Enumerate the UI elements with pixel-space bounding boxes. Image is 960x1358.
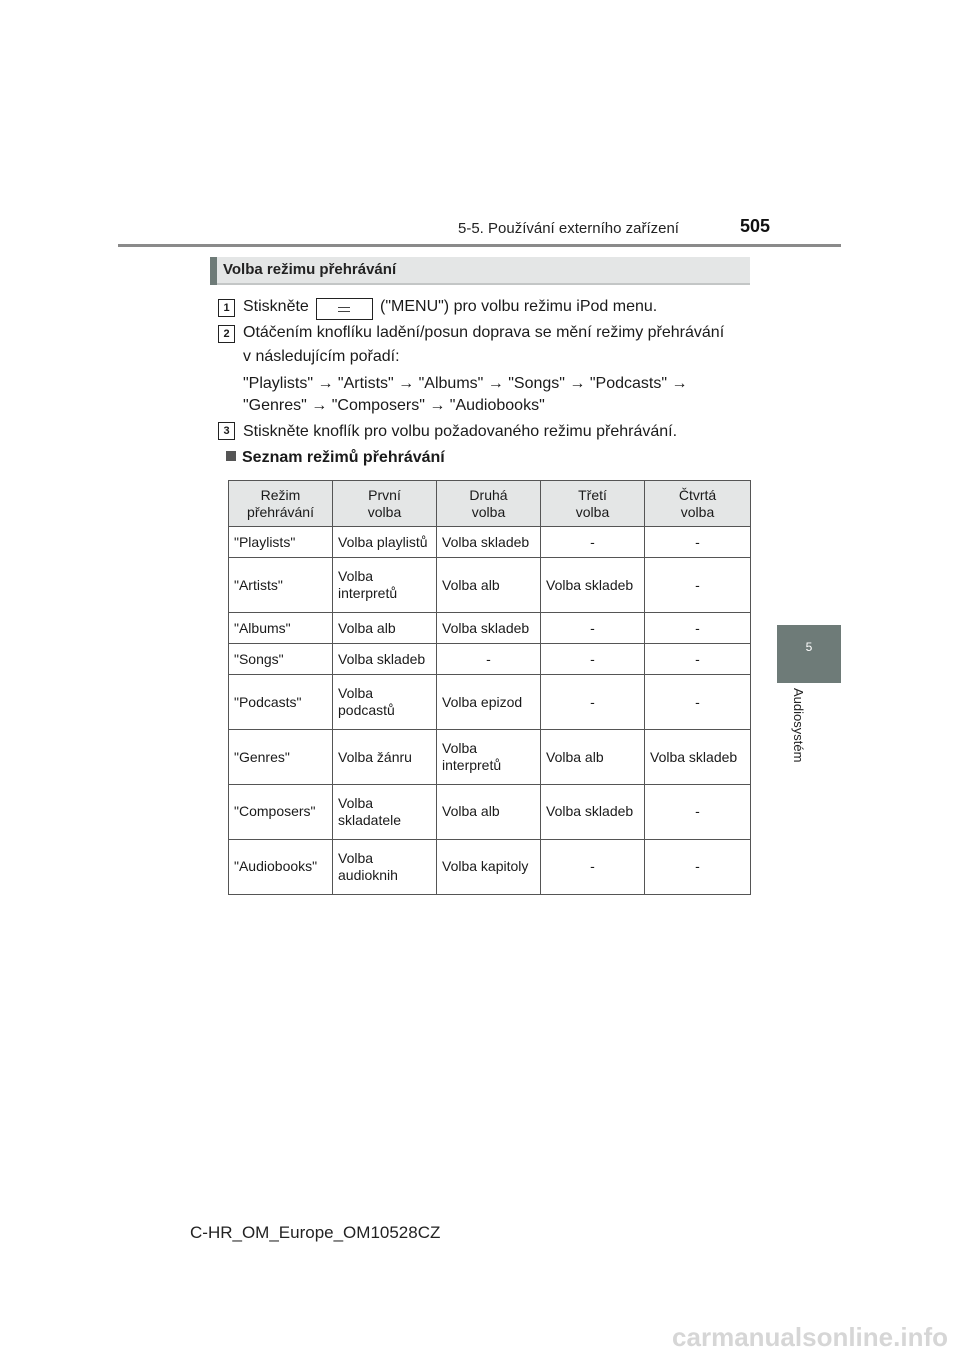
subheading-text: Seznam režimů přehrávání bbox=[242, 449, 445, 466]
step-number-2: 2 bbox=[218, 325, 235, 343]
bullet-square-icon bbox=[226, 451, 236, 461]
table-cell: "Podcasts" bbox=[229, 675, 333, 730]
step-2-sequence-line-1: "Playlists" → "Artists" → "Albums" → "Songs" → "Podcasts" → bbox=[243, 375, 688, 392]
step-1-text-before: Stiskněte bbox=[243, 298, 309, 315]
step-number-3: 3 bbox=[218, 422, 235, 440]
step-2-sequence-line-2: "Genres" → "Composers" → "Audiobooks" bbox=[243, 397, 545, 414]
table-cell: - bbox=[541, 527, 645, 558]
step-1-text-after: ("MENU") pro volbu režimu iPod menu. bbox=[380, 298, 658, 315]
table-row bbox=[229, 558, 751, 613]
header-rule bbox=[118, 244, 841, 247]
watermark[interactable]: carmanualsonline.info bbox=[672, 1322, 948, 1352]
table-cell: - bbox=[645, 527, 751, 558]
table-header-row bbox=[229, 481, 751, 527]
table-cell: - bbox=[645, 785, 751, 840]
step-2-line-1: Otáčením knoflíku ladění/posun doprava se mění režimy přehrávání bbox=[243, 324, 725, 341]
table-cell: "Composers" bbox=[229, 785, 333, 840]
table-cell: Volba skladeb bbox=[437, 527, 541, 558]
document-footer: C-HR_OM_Europe_OM10528CZ bbox=[190, 1223, 441, 1242]
menu-lines-icon bbox=[338, 307, 350, 312]
table-row bbox=[229, 613, 751, 644]
table-cell: - bbox=[541, 644, 645, 675]
table-cell: Volba alb bbox=[541, 730, 645, 785]
table-cell: "Genres" bbox=[229, 730, 333, 785]
table-cell: Volba epizod bbox=[437, 675, 541, 730]
table-cell: - bbox=[541, 675, 645, 730]
table-cell: - bbox=[541, 839, 645, 894]
table-cell: Volba kapitoly bbox=[437, 839, 541, 894]
table-row bbox=[229, 644, 751, 675]
table-cell: "Songs" bbox=[229, 644, 333, 675]
table-cell: Volba alb bbox=[333, 613, 437, 644]
header-cell: Třetí volba bbox=[541, 481, 645, 527]
header-cell: Čtvrtá volba bbox=[645, 481, 751, 527]
table-cell: Volba skladatele bbox=[333, 785, 437, 840]
header-section-title: 5-5. Používání externího zařízení bbox=[458, 220, 679, 237]
table-cell: Volba skladeb bbox=[437, 613, 541, 644]
chapter-tab bbox=[777, 625, 841, 683]
table-cell: Volba audioknih bbox=[333, 839, 437, 894]
table-cell: Volba žánru bbox=[333, 730, 437, 785]
play-mode-table bbox=[228, 480, 751, 895]
table-cell: "Albums" bbox=[229, 613, 333, 644]
table-row bbox=[229, 675, 751, 730]
step-2-line-2: v následujícím pořadí: bbox=[243, 348, 400, 365]
table-cell: Volba interpretů bbox=[333, 558, 437, 613]
subheading bbox=[226, 449, 445, 467]
step-number-1: 1 bbox=[218, 299, 235, 317]
table-cell: Volba playlistů bbox=[333, 527, 437, 558]
table-row bbox=[229, 785, 751, 840]
table-cell: - bbox=[437, 644, 541, 675]
header-cell: První volba bbox=[333, 481, 437, 527]
table-row bbox=[229, 839, 751, 894]
menu-button-icon bbox=[316, 298, 373, 320]
table-row bbox=[229, 527, 751, 558]
table-cell: Volba podcastů bbox=[333, 675, 437, 730]
table-cell: Volba skladeb bbox=[333, 644, 437, 675]
chapter-number: 5 bbox=[805, 640, 813, 654]
section-title: Volba režimu přehrávání bbox=[223, 261, 397, 278]
table-cell: "Artists" bbox=[229, 558, 333, 613]
table-cell: "Audiobooks" bbox=[229, 839, 333, 894]
table-cell: Volba alb bbox=[437, 785, 541, 840]
table-cell: - bbox=[645, 675, 751, 730]
step-3-text: Stiskněte knoflík pro volbu požadovaného režimu přehrávání. bbox=[243, 423, 678, 440]
header-cell: Druhá volba bbox=[437, 481, 541, 527]
table-cell: - bbox=[541, 613, 645, 644]
chapter-label: Audiosystém bbox=[791, 688, 806, 763]
table-cell: Volba skladeb bbox=[541, 558, 645, 613]
table-cell: - bbox=[645, 613, 751, 644]
table-cell: Volba alb bbox=[437, 558, 541, 613]
table-cell: - bbox=[645, 644, 751, 675]
table-cell: Volba interpretů bbox=[437, 730, 541, 785]
table-row bbox=[229, 730, 751, 785]
table-cell: - bbox=[645, 839, 751, 894]
table-cell: - bbox=[645, 558, 751, 613]
table-cell: "Playlists" bbox=[229, 527, 333, 558]
table-cell: Volba skladeb bbox=[541, 785, 645, 840]
header-cell: Režim přehrávání bbox=[229, 481, 333, 527]
page-number: 505 bbox=[740, 216, 771, 236]
table-cell: Volba skladeb bbox=[645, 730, 751, 785]
